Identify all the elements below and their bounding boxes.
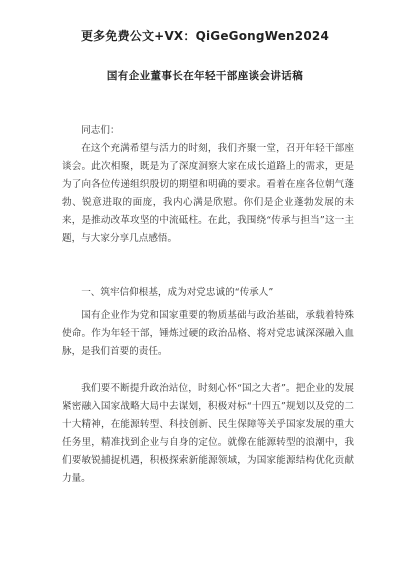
paragraph-intro: 在这个充满希望与活力的时刻，我们齐聚一堂，召开年轻干部座谈会。此次相聚，既是为了深度洞察大家在成长道路上的需求，更是为了向各位传递组织殷切的期望和明确的要求。看着在座各位朝气蓬勃、锐意进取的面庞，我内心满是欣慰。你们是企业蓬勃发展的未来，是推动改革攻坚的中流砥柱。在此，我围绕“传承与担当”这一主题，与大家分享几点感悟。 — [62, 143, 354, 244]
header-watermark: 更多免费公文+VX：QiGeGongWen2024 — [80, 29, 329, 43]
salutation: 同志们： — [81, 125, 120, 136]
paragraph-section-1-b: 我们要不断提升政治站位，时刻心怀“国之大者”。把企业的发展紧密融入国家战略大局中去谋划，积极对标“十四五”规划以及党的二十大精神，在能源转型、科技创新、民生保障等关乎国家发展的重大任务里，精准找到企业与自身的定位。就像在能源转型的浪潮中，我们要敏锐捕捉机遇，积极探索新能源领域，为国家能源结构优化贡献力量。 — [62, 383, 354, 484]
section-heading-1: 一、筑牢信仰根基，成为对党忠诚的“传承人” — [81, 287, 274, 298]
document-title: 国有企业董事长在年轻干部座谈会讲话稿 — [106, 70, 304, 82]
paragraph-section-1-a: 国有企业作为党和国家重要的物质基础与政治基础，承载着特殊使命。作为年轻干部，锤炼过硬的政治品格、将对党忠诚深深融入血脉，是我们首要的责任。 — [62, 310, 354, 357]
